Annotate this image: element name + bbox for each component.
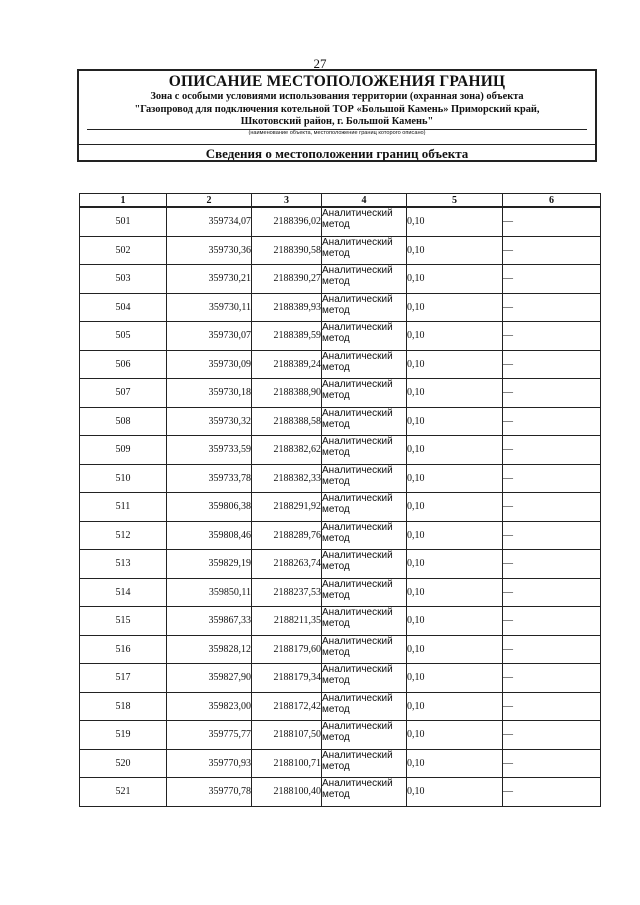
table-row <box>80 664 601 693</box>
accuracy-cell: 0,10 <box>407 778 503 807</box>
object-name-caption: (наименование объекта, местоположение границ которого описано) <box>248 130 426 136</box>
point-number-cell: 503 <box>80 265 167 294</box>
y-coordinate-cell: 2188389,93 <box>252 293 322 322</box>
y-coordinate-cell: 2188237,53 <box>252 578 322 607</box>
x-coordinate-cell: 359770,93 <box>167 749 252 778</box>
method-cell: Аналитический метод <box>322 749 407 778</box>
column-header: 3 <box>252 194 322 208</box>
y-coordinate-cell: 2188382,62 <box>252 436 322 465</box>
column-header: 4 <box>322 194 407 208</box>
accuracy-cell: 0,10 <box>407 578 503 607</box>
method-cell: Аналитический метод <box>322 207 407 236</box>
y-coordinate-cell: 2188291,92 <box>252 493 322 522</box>
table-row <box>80 635 601 664</box>
table-row <box>80 265 601 294</box>
y-coordinate-cell: 2188172,42 <box>252 692 322 721</box>
method-cell: Аналитический метод <box>322 664 407 693</box>
accuracy-cell: 0,10 <box>407 236 503 265</box>
document-title: ОПИСАНИЕ МЕСТОПОЛОЖЕНИЯ ГРАНИЦ <box>168 73 506 90</box>
x-coordinate-cell: 359730,32 <box>167 407 252 436</box>
column-header: 5 <box>407 194 503 208</box>
y-coordinate-cell: 2188389,59 <box>252 322 322 351</box>
point-number-cell: 518 <box>80 692 167 721</box>
y-coordinate-cell: 2188179,34 <box>252 664 322 693</box>
table-row <box>80 464 601 493</box>
method-cell: Аналитический метод <box>322 692 407 721</box>
method-cell: Аналитический метод <box>322 436 407 465</box>
object-name-line-1: Зона с особыми условиями использования территории (охранная зона) объекта <box>150 91 524 102</box>
table-row <box>80 521 601 550</box>
y-coordinate-cell: 2188382,33 <box>252 464 322 493</box>
point-number-cell: 502 <box>80 236 167 265</box>
table-row <box>80 322 601 351</box>
accuracy-cell: 0,10 <box>407 407 503 436</box>
accuracy-cell: 0,10 <box>407 379 503 408</box>
x-coordinate-cell: 359730,21 <box>167 265 252 294</box>
accuracy-cell: 0,10 <box>407 749 503 778</box>
accuracy-cell: 0,10 <box>407 692 503 721</box>
accuracy-cell: 0,10 <box>407 493 503 522</box>
table-row <box>80 778 601 807</box>
point-number-cell: 515 <box>80 607 167 636</box>
description-cell: — <box>503 379 601 408</box>
accuracy-cell: 0,10 <box>407 635 503 664</box>
x-coordinate-cell: 359850,11 <box>167 578 252 607</box>
y-coordinate-cell: 2188388,58 <box>252 407 322 436</box>
table-row <box>80 436 601 465</box>
y-coordinate-cell: 2188211,35 <box>252 607 322 636</box>
x-coordinate-cell: 359734,07 <box>167 207 252 236</box>
x-coordinate-cell: 359730,18 <box>167 379 252 408</box>
y-coordinate-cell: 2188100,71 <box>252 749 322 778</box>
x-coordinate-cell: 359730,11 <box>167 293 252 322</box>
point-number-cell: 519 <box>80 721 167 750</box>
object-name-line-2: "Газопровод для подключения котельной ТОР «Большой Камень» Приморский край, <box>134 103 540 115</box>
point-number-cell: 510 <box>80 464 167 493</box>
table-row <box>80 379 601 408</box>
page-number: 27 <box>313 56 327 71</box>
point-number-cell: 508 <box>80 407 167 436</box>
table-row <box>80 407 601 436</box>
table-header-row <box>80 194 601 208</box>
coordinates-table <box>79 193 601 807</box>
point-number-cell: 506 <box>80 350 167 379</box>
document-header <box>77 69 597 162</box>
description-cell: — <box>503 635 601 664</box>
point-number-cell: 514 <box>80 578 167 607</box>
accuracy-cell: 0,10 <box>407 521 503 550</box>
y-coordinate-cell: 2188107,50 <box>252 721 322 750</box>
table-row <box>80 721 601 750</box>
table-row <box>80 350 601 379</box>
method-cell: Аналитический метод <box>322 350 407 379</box>
y-coordinate-cell: 2188100,40 <box>252 778 322 807</box>
point-number-cell: 512 <box>80 521 167 550</box>
description-cell: — <box>503 236 601 265</box>
method-cell: Аналитический метод <box>322 493 407 522</box>
x-coordinate-cell: 359730,36 <box>167 236 252 265</box>
x-coordinate-cell: 359733,59 <box>167 436 252 465</box>
description-cell: — <box>503 521 601 550</box>
y-coordinate-cell: 2188179,60 <box>252 635 322 664</box>
description-cell: — <box>503 664 601 693</box>
description-cell: — <box>503 692 601 721</box>
accuracy-cell: 0,10 <box>407 607 503 636</box>
method-cell: Аналитический метод <box>322 607 407 636</box>
description-cell: — <box>503 407 601 436</box>
point-number-cell: 521 <box>80 778 167 807</box>
table-row <box>80 749 601 778</box>
x-coordinate-cell: 359828,12 <box>167 635 252 664</box>
point-number-cell: 511 <box>80 493 167 522</box>
method-cell: Аналитический метод <box>322 265 407 294</box>
accuracy-cell: 0,10 <box>407 322 503 351</box>
x-coordinate-cell: 359808,46 <box>167 521 252 550</box>
table-row <box>80 493 601 522</box>
x-coordinate-cell: 359823,00 <box>167 692 252 721</box>
section-title: Сведения о местоположении границ объекта <box>205 146 469 161</box>
method-cell: Аналитический метод <box>322 236 407 265</box>
table-row <box>80 293 601 322</box>
table-row <box>80 236 601 265</box>
method-cell: Аналитический метод <box>322 407 407 436</box>
x-coordinate-cell: 359730,07 <box>167 322 252 351</box>
table-row <box>80 692 601 721</box>
description-cell: — <box>503 578 601 607</box>
y-coordinate-cell: 2188389,24 <box>252 350 322 379</box>
description-cell: — <box>503 607 601 636</box>
x-coordinate-cell: 359829,19 <box>167 550 252 579</box>
description-cell: — <box>503 493 601 522</box>
accuracy-cell: 0,10 <box>407 464 503 493</box>
accuracy-cell: 0,10 <box>407 207 503 236</box>
x-coordinate-cell: 359770,78 <box>167 778 252 807</box>
y-coordinate-cell: 2188263,74 <box>252 550 322 579</box>
method-cell: Аналитический метод <box>322 550 407 579</box>
y-coordinate-cell: 2188388,90 <box>252 379 322 408</box>
accuracy-cell: 0,10 <box>407 350 503 379</box>
y-coordinate-cell: 2188289,76 <box>252 521 322 550</box>
accuracy-cell: 0,10 <box>407 265 503 294</box>
point-number-cell: 517 <box>80 664 167 693</box>
accuracy-cell: 0,10 <box>407 664 503 693</box>
description-cell: — <box>503 778 601 807</box>
table-row <box>80 578 601 607</box>
table-row <box>80 607 601 636</box>
object-name-line-3: Шкотовский район, г. Большой Камень" <box>240 116 434 127</box>
description-cell: — <box>503 550 601 579</box>
description-cell: — <box>503 265 601 294</box>
description-cell: — <box>503 464 601 493</box>
method-cell: Аналитический метод <box>322 778 407 807</box>
method-cell: Аналитический метод <box>322 521 407 550</box>
column-header: 2 <box>167 194 252 208</box>
y-coordinate-cell: 2188396,02 <box>252 207 322 236</box>
method-cell: Аналитический метод <box>322 293 407 322</box>
x-coordinate-cell: 359733,78 <box>167 464 252 493</box>
method-cell: Аналитический метод <box>322 721 407 750</box>
table-row <box>80 207 601 236</box>
accuracy-cell: 0,10 <box>407 293 503 322</box>
accuracy-cell: 0,10 <box>407 721 503 750</box>
header-top-block <box>79 71 595 145</box>
description-cell: — <box>503 749 601 778</box>
table-row <box>80 550 601 579</box>
y-coordinate-cell: 2188390,27 <box>252 265 322 294</box>
description-cell: — <box>503 350 601 379</box>
method-cell: Аналитический метод <box>322 379 407 408</box>
method-cell: Аналитический метод <box>322 322 407 351</box>
x-coordinate-cell: 359775,77 <box>167 721 252 750</box>
point-number-cell: 509 <box>80 436 167 465</box>
point-number-cell: 507 <box>80 379 167 408</box>
column-header: 1 <box>80 194 167 208</box>
point-number-cell: 505 <box>80 322 167 351</box>
point-number-cell: 513 <box>80 550 167 579</box>
description-cell: — <box>503 293 601 322</box>
description-cell: — <box>503 207 601 236</box>
accuracy-cell: 0,10 <box>407 550 503 579</box>
x-coordinate-cell: 359827,90 <box>167 664 252 693</box>
column-header: 6 <box>503 194 601 208</box>
accuracy-cell: 0,10 <box>407 436 503 465</box>
x-coordinate-cell: 359867,33 <box>167 607 252 636</box>
point-number-cell: 504 <box>80 293 167 322</box>
method-cell: Аналитический метод <box>322 635 407 664</box>
x-coordinate-cell: 359730,09 <box>167 350 252 379</box>
description-cell: — <box>503 322 601 351</box>
point-number-cell: 501 <box>80 207 167 236</box>
y-coordinate-cell: 2188390,58 <box>252 236 322 265</box>
description-cell: — <box>503 721 601 750</box>
method-cell: Аналитический метод <box>322 578 407 607</box>
point-number-cell: 516 <box>80 635 167 664</box>
method-cell: Аналитический метод <box>322 464 407 493</box>
description-cell: — <box>503 436 601 465</box>
x-coordinate-cell: 359806,38 <box>167 493 252 522</box>
point-number-cell: 520 <box>80 749 167 778</box>
